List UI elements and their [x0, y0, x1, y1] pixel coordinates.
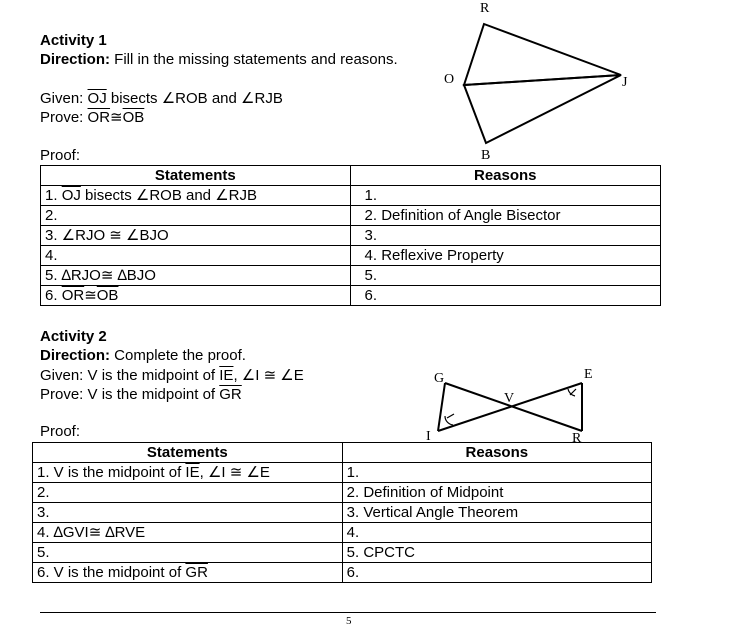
statement-cell[interactable]: 3.	[33, 503, 343, 523]
prove-segment-2: $\overline{OB}$	[122, 109, 145, 126]
statement-cell[interactable]: 3. ∠RJO ≅ ∠BJO	[41, 226, 351, 246]
prove-segment-1: $\overline{OR}$	[87, 109, 111, 126]
table-row	[41, 206, 661, 226]
activity2-given	[40, 367, 304, 385]
vertex-r-label: R	[480, 1, 490, 16]
reason-cell[interactable]: 2. Definition of Midpoint	[342, 483, 651, 503]
prove-segment: $\overline{GR}$	[219, 386, 242, 403]
reason-cell[interactable]: 1.	[342, 463, 651, 483]
vertex-b-label: B	[481, 148, 491, 163]
direction-label: Direction:	[40, 347, 111, 364]
statements-header: Statements	[41, 166, 351, 186]
activity1-direction	[40, 51, 398, 69]
statement-cell[interactable]: 1. V is the midpoint of $\overline{IE}$, ∠I ≅ ∠E	[33, 463, 343, 483]
given-rest: bisects ∠ROB and ∠RJB	[106, 90, 283, 107]
vertex-v-label: V	[504, 391, 515, 406]
footer-divider	[40, 612, 656, 613]
table-row	[33, 523, 652, 543]
direction-text: Fill in the missing statements and reasons.	[110, 51, 398, 68]
statements-header: Statements	[33, 443, 343, 463]
vertex-g-label: G	[434, 371, 445, 386]
table-row	[41, 286, 661, 306]
activity2-prove	[40, 386, 242, 404]
table-row	[33, 483, 652, 503]
activity2-title: Activity 2	[40, 328, 107, 345]
reasons-header: Reasons	[342, 443, 651, 463]
statement-cell[interactable]: 2.	[41, 206, 351, 226]
statement-cell[interactable]: 4. ∆GVI≅ ∆RVE	[33, 523, 343, 543]
reason-cell[interactable]: 3.	[350, 226, 660, 246]
table-row	[41, 246, 661, 266]
reason-cell[interactable]: 5. CPCTC	[342, 543, 651, 563]
direction-text: Complete the proof.	[110, 347, 246, 364]
table-row	[41, 186, 661, 206]
page-number: 5	[346, 615, 352, 627]
reason-cell[interactable]: 2. Definition of Angle Bisector	[350, 206, 660, 226]
given-rest: , ∠I ≅ ∠E	[233, 367, 304, 384]
activity2-direction	[40, 347, 246, 365]
reason-cell[interactable]: 3. Vertical Angle Theorem	[342, 503, 651, 523]
prove-prefix: Prove: V is the midpoint of	[40, 386, 220, 403]
reason-cell[interactable]: 4.	[342, 523, 651, 543]
table-row	[33, 543, 652, 563]
statement-cell[interactable]: 5.	[33, 543, 343, 563]
vertex-o-label: O	[444, 72, 455, 87]
congruent-symbol: ≅	[110, 109, 123, 126]
prove-prefix: Prove:	[40, 109, 88, 126]
statement-cell[interactable]: 4.	[41, 246, 351, 266]
vertex-i-label: I	[426, 429, 431, 444]
table-row	[33, 503, 652, 523]
statement-cell[interactable]: 6. V is the midpoint of $\overline{GR}$	[33, 563, 343, 583]
reason-cell[interactable]: 5.	[350, 266, 660, 286]
given-segment: $\overline{IE}$	[219, 367, 234, 384]
table-row	[33, 463, 652, 483]
given-prefix: Given:	[40, 90, 88, 107]
activity1-title: Activity 1	[40, 32, 107, 49]
vertex-e-label: E	[584, 367, 593, 382]
reason-cell[interactable]: 4. Reflexive Property	[350, 246, 660, 266]
activity1-proof-label: Proof:	[40, 147, 81, 164]
statement-cell[interactable]: 1. $\overline{OJ}$ bisects ∠ROB and ∠RJB	[41, 186, 351, 206]
activity2-proof-label: Proof:	[40, 423, 81, 440]
reason-cell[interactable]: 1.	[350, 186, 660, 206]
table-header-row	[33, 443, 652, 463]
reasons-header: Reasons	[350, 166, 660, 186]
vertex-r-label: R	[572, 431, 582, 444]
kite-figure	[436, 0, 646, 165]
table-row	[41, 226, 661, 246]
vertex-j-label: J	[622, 75, 628, 90]
activity1-given	[40, 90, 283, 108]
reason-cell[interactable]: 6.	[350, 286, 660, 306]
reason-cell[interactable]: 6.	[342, 563, 651, 583]
activity1-proof-table	[40, 165, 661, 306]
activity2-proof-table	[32, 442, 652, 583]
statement-cell[interactable]: 5. ∆RJO≅ ∆BJO	[41, 266, 351, 286]
given-segment: $\overline{OJ}$	[87, 90, 107, 107]
statement-cell[interactable]: 6. $\overline{OR}≅\overline{OB}$	[41, 286, 351, 306]
statement-cell[interactable]: 2.	[33, 483, 343, 503]
table-header-row	[41, 166, 661, 186]
table-row	[33, 563, 652, 583]
table-row	[41, 266, 661, 286]
activity1-prove	[40, 109, 144, 127]
given-prefix: Given: V is the midpoint of	[40, 367, 220, 384]
direction-label: Direction:	[40, 51, 111, 68]
bowtie-figure	[420, 362, 610, 444]
